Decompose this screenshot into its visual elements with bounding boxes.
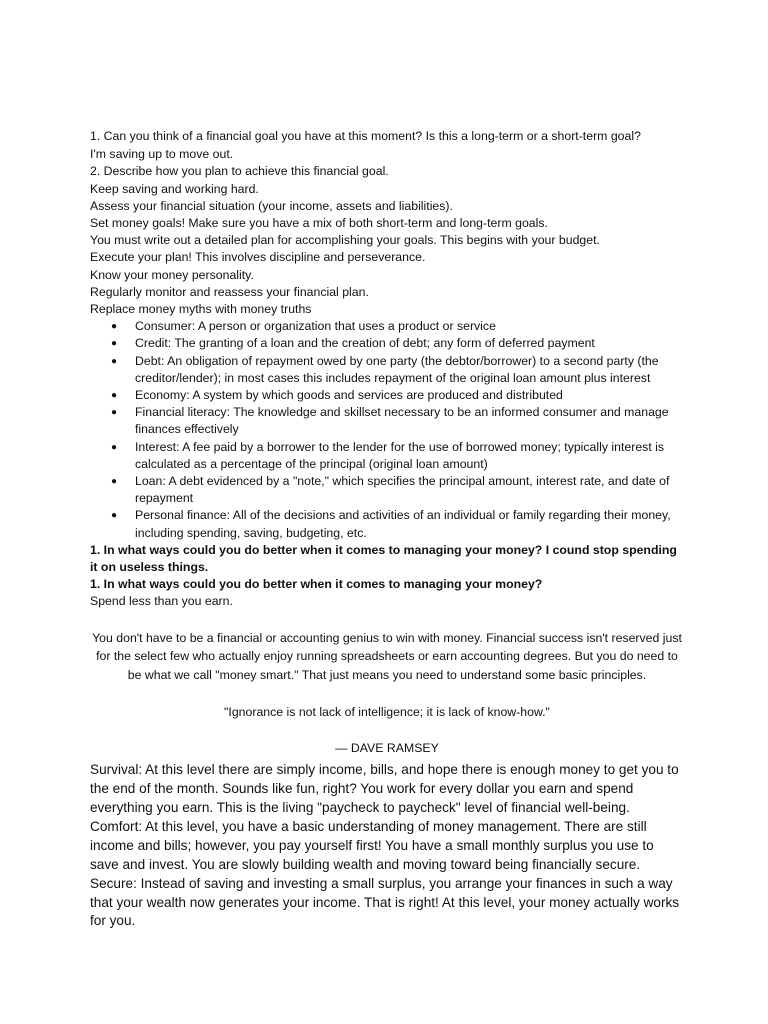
list-item: [90, 335, 684, 352]
plan-step: Replace money myths with money truths: [90, 302, 312, 317]
bullet-icon: ●: [111, 407, 118, 419]
financial-levels: [90, 761, 684, 931]
answer-1: I'm saving up to move out.: [90, 147, 234, 162]
term-text: Consumer: A person or organization that uses a product or service: [135, 319, 496, 334]
bullet-icon: ●: [111, 338, 118, 350]
bullet-icon: ●: [111, 510, 118, 522]
level-survival: Survival: At this level there are simply income, bills, and hope there is enough money to get you to the end of the month. Sounds like fun, right? You work for every dollar you earn and spend everything you earn. This is the living "paycheck to paycheck" level of financial well-being.: [90, 762, 679, 815]
term-text: Economy: A system by which goods and services are produced and distributed: [135, 388, 563, 403]
level-comfort: Comfort: At this level, you have a basic understanding of money management. There are still income and bills; however, you pay yourself first! You have a small monthly surplus you use to save and invest. You are slowly building wealth and moving toward being financially secure.: [90, 818, 654, 872]
plan-step: Execute your plan! This involves discipline and perseverance.: [90, 250, 426, 265]
bullet-icon: ●: [111, 321, 118, 333]
question-1: 1. Can you think of a financial goal you have at this moment? Is this a long-term or a short-term goal?: [90, 129, 641, 143]
bold-question-2: 1. In what ways could you do better when it comes to managing your money?: [90, 577, 543, 592]
answer-spend: Spend less than you earn.: [90, 594, 233, 609]
term-text: Interest: A fee paid by a borrower to the lender for the use of borrowed money; typically interest is calculated as a percentage of the principal (original loan amount): [135, 439, 665, 471]
terms-list: [90, 318, 684, 542]
term-text: Credit: The granting of a loan and the creation of debt; any form of deferred payment: [135, 336, 595, 351]
bullet-icon: ●: [111, 390, 118, 402]
term-text: Personal finance: All of the decisions and activities of an individual or family regarding their money, including spending, saving, budgeting, etc.: [135, 508, 671, 540]
list-item: [90, 473, 684, 507]
plan-step: Set money goals! Make sure you have a mix of both short-term and long-term goals.: [90, 216, 548, 231]
list-item: [90, 404, 684, 438]
term-text: Loan: A debt evidenced by a "note," which specifies the principal amount, interest rate, and date of repayment: [135, 474, 670, 506]
bold-question-1: 1. In what ways could you do better when it comes to managing your money? I cound stop spending it on useless things.: [90, 542, 677, 575]
list-item: [90, 318, 684, 335]
question-2: 2. Describe how you plan to achieve this financial goal.: [90, 164, 389, 179]
term-text: Financial literacy: The knowledge and skillset necessary to be an informed consumer and manage finances effectively: [135, 405, 669, 437]
list-item: [90, 507, 684, 541]
plan-step: You must write out a detailed plan for accomplishing your goals. This begins with your budget.: [90, 233, 600, 248]
list-item: [90, 387, 684, 404]
bullet-icon: ●: [111, 355, 118, 367]
level-secure: Secure: Instead of saving and investing a small surplus, you arrange your finances in such a way that your wealth now generates your income. That is right! At this level, your money actually works for you.: [90, 875, 680, 929]
answer-2: Keep saving and working hard.: [90, 181, 259, 196]
term-text: Debt: An obligation of repayment owed by one party (the debtor/borrower) to a second party (the creditor/lender); in most cases this includes repayment of the original loan amount plus interest: [135, 353, 659, 385]
plan-steps: [90, 198, 684, 318]
plan-step: Assess your financial situation (your income, assets and liabilities).: [90, 198, 453, 213]
list-item: [90, 353, 684, 387]
plan-step: Know your money personality.: [90, 267, 254, 282]
quote-author: — DAVE RAMSEY: [335, 740, 439, 755]
intro-paragraph: You don't have to be a financial or accounting genius to win with money. Financial success isn't reserved just for the select few who actually enjoy running spreadsheets or earn accounting degrees. But you do need to be what we call "money smart." That just means you need to understand some basic principles.: [92, 630, 682, 682]
list-item: [90, 439, 684, 473]
bullet-icon: ●: [111, 441, 118, 453]
plan-step: Regularly monitor and reassess your financial plan.: [90, 284, 369, 299]
document-page: [90, 128, 684, 945]
quote: "Ignorance is not lack of intelligence; it is lack of know-how.": [224, 705, 550, 720]
bullet-icon: ●: [111, 476, 118, 488]
